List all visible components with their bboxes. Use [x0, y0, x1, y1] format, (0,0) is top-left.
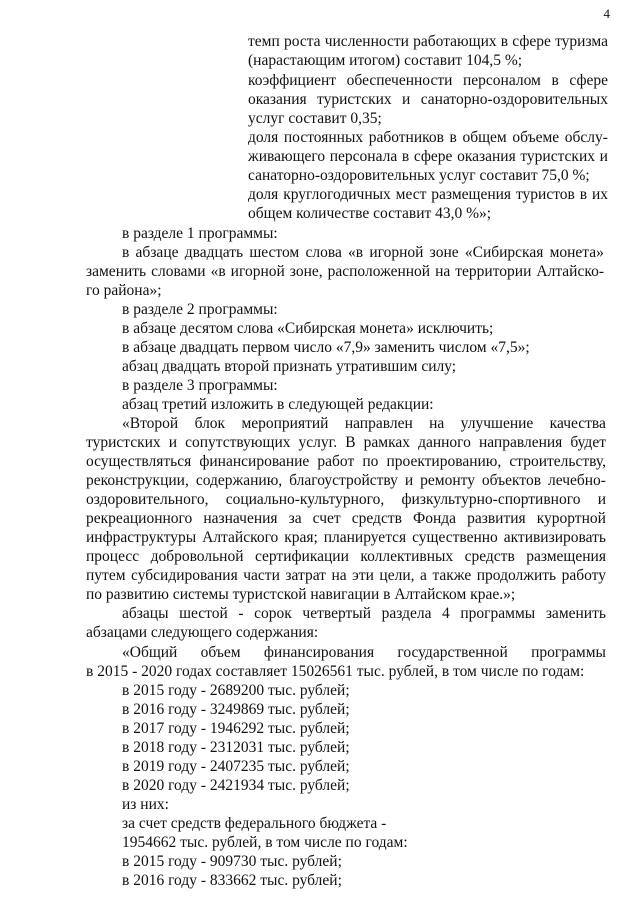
text-line: в 2016 году - 3249869 тыс. рублей; — [122, 701, 350, 718]
word: «в — [210, 263, 226, 280]
word: Фонда — [412, 510, 457, 527]
word: рекреационного — [86, 510, 193, 527]
word: части — [243, 567, 280, 584]
word: В — [345, 434, 356, 451]
word: заменить — [86, 263, 147, 280]
word: монета» — [549, 244, 604, 261]
word: в — [551, 72, 559, 89]
text-line — [248, 185, 608, 204]
word: зоне — [429, 244, 459, 261]
word: обслу- — [564, 129, 608, 146]
text-line — [86, 262, 604, 281]
word: улучшение — [460, 415, 534, 432]
word: физкультурно-спортивного — [401, 491, 581, 508]
word: строительству, — [509, 453, 606, 470]
word: эти — [352, 567, 374, 584]
word: объеме — [512, 129, 560, 146]
text-line: в 2016 году - 833662 тыс. рублей; — [122, 872, 342, 889]
text-line: го района»; — [86, 282, 162, 299]
word: субсидирования — [131, 567, 238, 584]
text-line — [86, 509, 606, 528]
text-line — [86, 528, 606, 547]
word: туристских — [520, 148, 596, 165]
word: программы — [460, 605, 536, 622]
word: обеспеченности — [346, 72, 453, 89]
word: размещения — [431, 186, 512, 203]
word: содержанию, — [195, 472, 283, 489]
word: за — [288, 510, 302, 527]
word: назначения — [203, 510, 278, 527]
text-line: в 2018 году - 2312031 тыс. рублей; — [122, 739, 350, 756]
text-line: по развитию системы туристской навигации в Алтайском крае.»; — [86, 586, 516, 603]
text-line: абзац двадцать второй признать утратившим силу; — [122, 358, 457, 375]
text-line — [86, 452, 606, 471]
text-line: абзацами следующего содержания: — [86, 624, 319, 641]
word: активизировать — [503, 529, 606, 546]
word: в — [401, 148, 410, 165]
word: блок — [194, 415, 226, 432]
word: размещения — [526, 548, 606, 565]
word: сертификации — [254, 548, 349, 565]
word: в — [449, 129, 457, 146]
word: персоналом — [462, 72, 541, 89]
word: объем — [200, 644, 241, 661]
word: санаторно-оздоровительных — [420, 91, 608, 108]
word: проектированию, — [386, 453, 502, 470]
text-line: 1954662 тыс. рублей, в том числе по годам: — [122, 834, 408, 851]
word: направлен — [344, 415, 413, 432]
word: роста — [283, 33, 321, 50]
text-line: в 2015 - 2020 годах составляет 15026561 тыс. рублей, в том числе по годам: — [86, 663, 585, 680]
word: темп — [248, 33, 280, 50]
word: шестой — [179, 605, 228, 622]
text-line: услуг составит 0,35; — [248, 110, 382, 127]
text-line — [248, 128, 608, 147]
word: шестом — [249, 244, 300, 261]
word: работ — [317, 453, 355, 470]
word: оздоровительного, — [86, 491, 209, 508]
word: общем — [462, 129, 507, 146]
text-line — [86, 433, 606, 452]
text-line: абзац третий изложить в следующей редакции: — [122, 396, 434, 413]
text-line — [248, 90, 608, 109]
word: живающего — [248, 148, 326, 165]
word: сфере — [413, 148, 453, 165]
word: реконструкции, — [86, 472, 189, 489]
word: финансирования — [263, 644, 375, 661]
word: программы — [531, 644, 606, 661]
text-line: в 2015 году - 909730 тыс. рублей; — [122, 853, 342, 870]
word: игорной — [369, 244, 424, 261]
page-number: 4 — [603, 6, 610, 21]
word: мероприятий — [241, 415, 329, 432]
word: зоне, — [289, 263, 323, 280]
text-line — [122, 243, 604, 262]
word: на — [429, 415, 445, 432]
text-line: в 2015 году - 2689200 тыс. рублей; — [122, 682, 350, 699]
word: качества — [549, 415, 606, 432]
word: объектов — [481, 472, 542, 489]
text-line — [86, 471, 606, 490]
word: счет — [312, 510, 341, 527]
word: благоустройству — [289, 472, 398, 489]
word: двадцать — [184, 244, 244, 261]
word: работу — [561, 567, 606, 584]
text-line: санаторно-оздоровительных услуг составит 75,0 %; — [248, 167, 590, 184]
word: социально-культурного, — [225, 491, 385, 508]
word: постоянных — [283, 129, 364, 146]
word: абзаце — [135, 244, 179, 261]
word: «Сибирская — [464, 244, 544, 261]
word: средств — [351, 510, 402, 527]
text-line — [122, 643, 606, 662]
word: цели, — [379, 567, 415, 584]
word: туристских — [317, 91, 392, 108]
word: Алтайского — [202, 529, 279, 546]
word: работников — [368, 129, 444, 146]
word: сфере — [569, 72, 608, 89]
text-line — [86, 566, 606, 585]
text-line: за счет средств федерального бюджета - — [122, 815, 387, 832]
word: развития — [467, 510, 526, 527]
word: заменить — [545, 605, 606, 622]
word: коллективных — [360, 548, 454, 565]
text-line — [122, 414, 606, 433]
text-line: в 2019 году - 2407235 тыс. рублей; — [122, 758, 350, 775]
word: лечебно- — [547, 472, 606, 489]
word: их — [591, 186, 608, 203]
word: расположенной — [327, 263, 431, 280]
word: территории — [455, 263, 532, 280]
word: и — [597, 491, 606, 508]
text-line: в 2020 году - 2421934 тыс. рублей; — [122, 777, 350, 794]
word: 4 — [442, 605, 450, 622]
word: в — [122, 244, 130, 261]
word: раздела — [381, 605, 432, 622]
word: направления — [478, 434, 563, 451]
word: сорок — [254, 605, 292, 622]
word: государственной — [397, 644, 508, 661]
word: на — [331, 567, 347, 584]
word: доля — [248, 129, 279, 146]
word: на — [435, 263, 451, 280]
word: игорной — [230, 263, 285, 280]
word: четвертый — [302, 605, 371, 622]
word: «Второй — [122, 415, 179, 432]
text-line — [248, 147, 608, 166]
word: будет — [570, 434, 606, 451]
word: данного — [418, 434, 471, 451]
word: сфере — [512, 33, 551, 50]
word: оказания — [248, 91, 307, 108]
word: ремонту — [420, 472, 475, 489]
word: слова — [305, 244, 342, 261]
word: - — [238, 605, 244, 622]
word: и — [402, 91, 411, 108]
word: туризма — [555, 33, 608, 50]
word: работающих — [413, 33, 497, 50]
word: в — [500, 33, 509, 50]
word: финансирование — [199, 453, 310, 470]
word: Алтайско- — [536, 263, 604, 280]
word: сопутствующих — [185, 434, 291, 451]
word: «Общий — [122, 644, 178, 661]
text-line: в разделе 2 программы: — [122, 301, 278, 318]
word: а — [420, 567, 427, 584]
word: туристов — [515, 186, 575, 203]
word: по — [362, 453, 379, 470]
word: рамках — [363, 434, 410, 451]
word: продолжить — [476, 567, 557, 584]
word: доля — [248, 186, 279, 203]
text-line — [248, 32, 608, 51]
word: круглогодичных — [283, 186, 391, 203]
text-line: в абзаце двадцать первом число «7,9» заменить числом «7,5»; — [122, 339, 530, 356]
word: существенно — [412, 529, 498, 546]
word: абзацы — [122, 605, 169, 622]
text-line: (нарастающим итогом) составит 104,5 %; — [248, 52, 523, 69]
text-line: в разделе 3 программы: — [122, 377, 278, 394]
word: края; — [284, 529, 318, 546]
word: оказания — [457, 148, 516, 165]
word: осуществляться — [86, 453, 192, 470]
text-line — [86, 547, 606, 566]
word: процесс — [86, 548, 140, 565]
word: также — [432, 567, 472, 584]
word: курортной — [536, 510, 606, 527]
word: словами — [151, 263, 206, 280]
text-line: общем количестве составит 43,0 %»; — [248, 205, 492, 222]
word: и — [168, 434, 178, 451]
text-line — [122, 604, 606, 623]
word: персонала — [329, 148, 398, 165]
text-line: в разделе 1 программы: — [122, 225, 278, 242]
word: добровольной — [150, 548, 244, 565]
word: «в — [348, 244, 364, 261]
text-line — [86, 490, 606, 509]
word: затрат — [285, 567, 326, 584]
word: мест — [395, 186, 427, 203]
word: инфраструктуры — [86, 529, 197, 546]
text-line — [248, 71, 608, 90]
word: в — [579, 186, 588, 203]
text-line: в 2017 году - 1946292 тыс. рублей; — [122, 720, 350, 737]
word: коэффициент — [248, 72, 337, 89]
word: численности — [324, 33, 409, 50]
word: и — [599, 148, 608, 165]
word: туристских — [86, 434, 161, 451]
word: и — [404, 472, 414, 489]
word: путем — [86, 567, 126, 584]
text-line: из них: — [122, 796, 169, 813]
word: планируется — [323, 529, 407, 546]
word: услуг. — [298, 434, 338, 451]
word: средств — [464, 548, 515, 565]
text-line: в абзаце десятом слова «Сибирская монета» исключить; — [122, 320, 494, 337]
